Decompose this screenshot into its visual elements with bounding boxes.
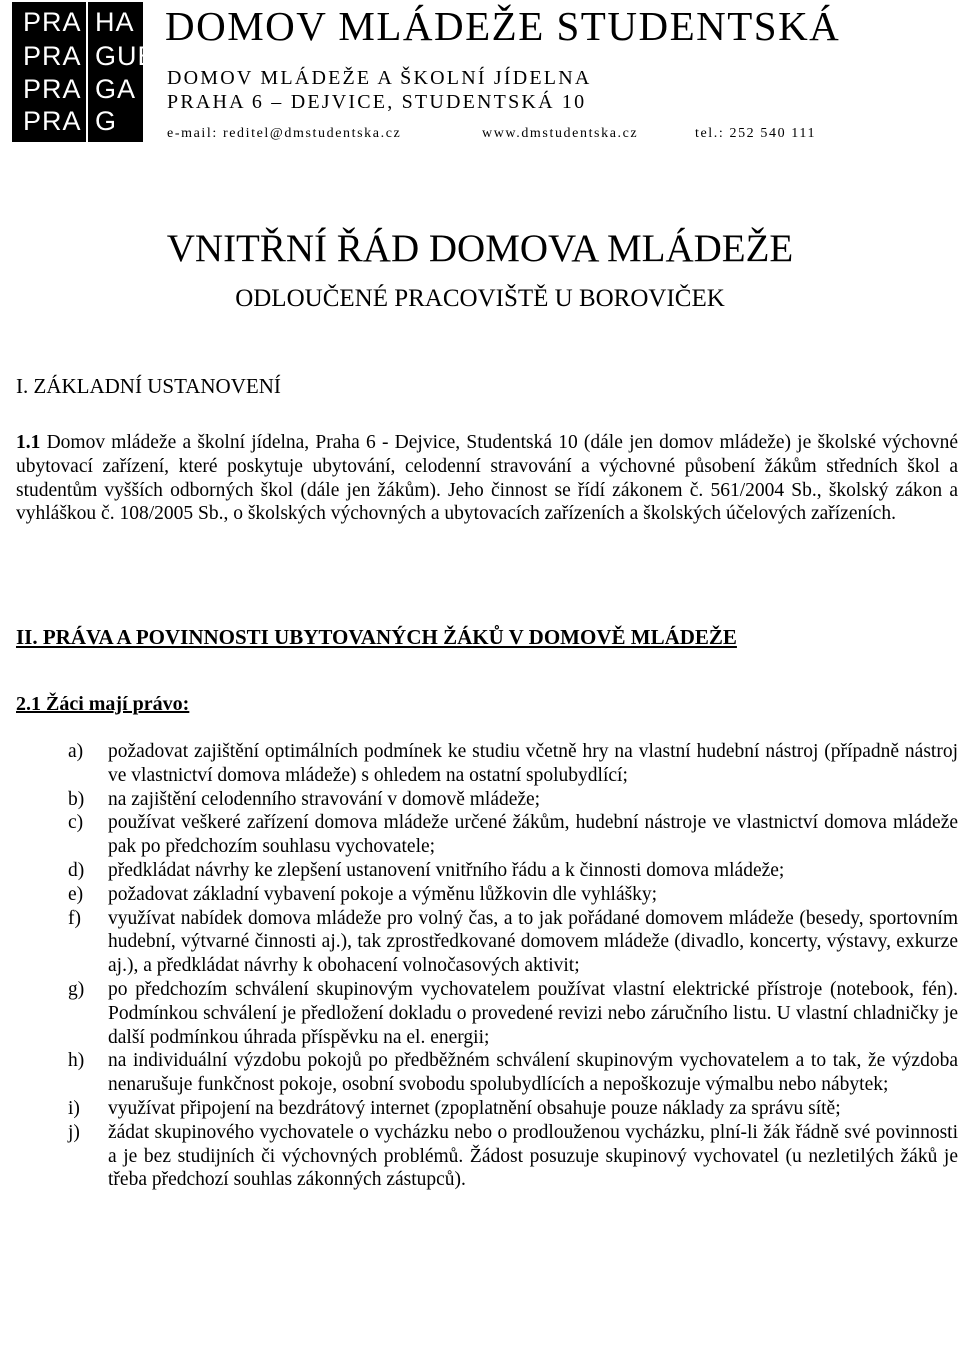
rights-list [16, 740, 958, 1192]
list-marker: b) [68, 788, 85, 810]
list-marker: e) [68, 883, 84, 905]
praha-logo [12, 2, 157, 142]
list-text: předkládat návrhy ke zlepšení ustanovení vnitřního řádu a k činnosti domova mládeže; [108, 859, 785, 881]
list-item [16, 859, 958, 883]
logo-divider [86, 2, 88, 142]
logo-word: G [95, 106, 118, 136]
paragraph-number: 1.1 [16, 432, 41, 453]
contact-email: e-mail: reditel@dmstudentska.cz [167, 126, 402, 141]
list-text: používat veškeré zařízení domova mládeže určené žákům, hudební nástroje ve vlastnictví domova mládeže pak po předchozím souhlasu vychovatele; [108, 812, 958, 858]
list-text: na individuální výzdobu pokojů po předběžném schválení skupinovým vychovatelem a to tak, že výzdoba nenarušuje funkčnost pokoje, osobní svobodu spolubydlících a nepoškozuje výmalbu nebo nábytek; [108, 1050, 958, 1096]
document-title: VNITŘNÍ ŘÁD DOMOVA MLÁDEŽE [166, 227, 794, 270]
list-marker: d) [68, 859, 85, 881]
list-marker: h) [68, 1050, 85, 1072]
institution-address: PRAHA 6 – DEJVICE, STUDENTSKÁ 10 [167, 91, 587, 113]
contact-phone: tel.: 252 540 111 [695, 126, 817, 141]
list-text: na zajištění celodenního stravování v domově mládeže; [108, 788, 541, 810]
logo-word: GUE [95, 41, 157, 71]
list-item [16, 811, 958, 859]
list-text: požadovat základní vybavení pokoje a výměnu lůžkovin dle vyhlášky; [108, 883, 658, 905]
list-marker: j) [68, 1121, 80, 1143]
logo-word: PRA [23, 7, 82, 37]
list-item [16, 788, 958, 812]
list-marker: i) [68, 1097, 80, 1119]
logo-word: PRA [23, 74, 82, 104]
list-text: po předchozím schválení skupinovým vychovatelem používat vlastní elektrické přístroje (notebook, fén). Podmínkou schválení je předložení dokladu o provedené revizi nebo záručního listu. U vlastní chladničky je další podmínkou úhrada příspěvku na el. energii; [108, 978, 958, 1048]
rights-label: 2.1 Žáci mají právo: [16, 693, 190, 715]
list-marker: a) [68, 741, 84, 762]
list-marker: c) [68, 812, 84, 834]
section-heading-rights-duties: II. PRÁVA A POVINNOSTI UBYTOVANÝCH ŽÁKŮ V DOMOVĚ MLÁDEŽE [16, 625, 737, 649]
logo-word: GA [95, 74, 137, 104]
document-subtitle: ODLOUČENÉ PRACOVIŠTĚ U BOROVIČEK [235, 285, 725, 312]
list-item [16, 883, 958, 907]
list-item [16, 1121, 958, 1192]
list-text: požadovat zajištění optimálních podmínek ke studiu včetně hry na vlastní hudební nástroj (případně nástroj ve vlastnictví domova mládeže) s ohledem na ostatní spolubydlící; [108, 741, 958, 786]
list-item [16, 1049, 958, 1097]
list-item [16, 1097, 958, 1121]
list-marker: g) [68, 978, 85, 1000]
list-item [16, 740, 958, 788]
list-marker: f) [68, 907, 81, 929]
list-text: žádat skupinového vychovatele o vycházku nebo o prodlouženou vycházku, plní-li žák řádně své povinnosti a je bez studijních či výchovných problémů. Žádost posuzuje skupinový vychovatel (u nezletilých žáků je třeba předchozí souhlas zákonných zástupců). [108, 1121, 958, 1191]
institution-title: DOMOV MLÁDEŽE STUDENTSKÁ [165, 3, 841, 49]
paragraph-1-1 [16, 431, 958, 526]
logo-word: PRA [23, 106, 82, 136]
logo-word: HA [95, 7, 135, 37]
list-text: využívat nabídek domova mládeže pro volný čas, a to jak pořádané domovem mládeže (besedy, sportovním hudební, výtvarné činnosti aj.), tak zprostředkované domovem mládeže (divadlo, koncerty, výstavy, exkurze aj.), a předkládat návrhy k obohacení volnočasových aktivit; [108, 907, 958, 977]
logo-word: PRA [23, 41, 82, 71]
section-heading-basic-provisions: I. ZÁKLADNÍ USTANOVENÍ [16, 374, 281, 398]
list-item [16, 978, 958, 1049]
paragraph-text: Domov mládeže a školní jídelna, Praha 6 - Dejvice, Studentská 10 (dále jen domov mládeže) je školské výchovné ubytovací zařízení, které poskytuje ubytování, celodenní stravování a výchovné působení žákům středních škol a studentům vyšších odborných škol (dále jen žákům). Jeho činnost se řídí zákonem č. 561/2004 Sb., školský zákon a vyhláškou č. 108/2005 Sb., o školských výchovných a ubytovacích zařízeních a školských účelových zařízeních. [16, 432, 958, 525]
list-item [16, 907, 958, 978]
institution-subtitle: DOMOV MLÁDEŽE A ŠKOLNÍ JÍDELNA [167, 67, 592, 89]
list-text: využívat připojení na bezdrátový internet (zpoplatnění obsahuje pouze náklady za správu sítě; [108, 1097, 841, 1119]
contact-web: www.dmstudentska.cz [482, 126, 639, 141]
